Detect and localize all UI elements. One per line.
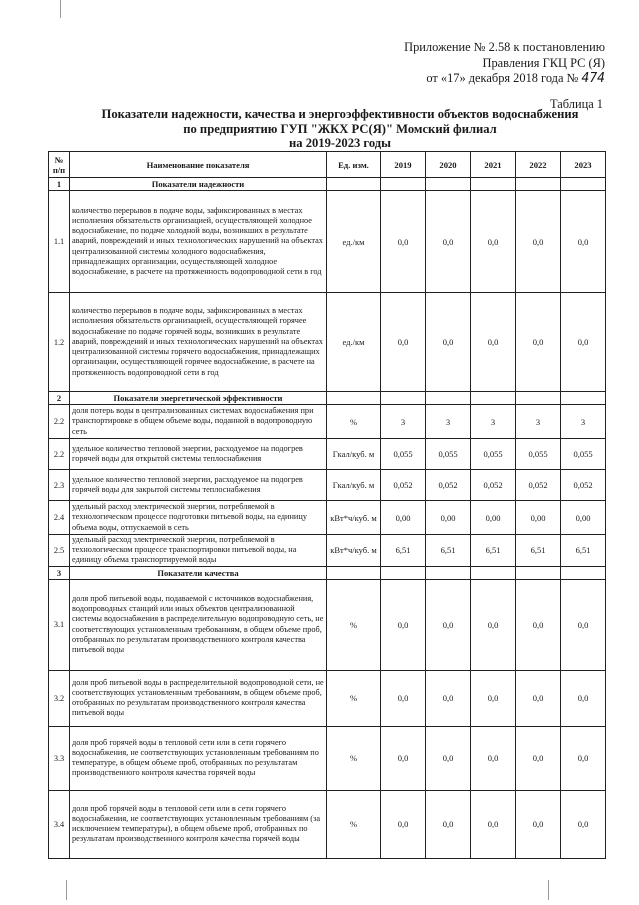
table-row: [49, 726, 606, 790]
row-number: 1.1: [49, 191, 70, 293]
value-cell: 0,0: [426, 191, 471, 293]
empty-cell: [471, 566, 516, 579]
value-cell: 0,0: [561, 726, 606, 790]
indicator-name: доля проб питьевой воды в распределительной водопроводной сети, не соответствующих установленным требованиям, в общем объеме проб, отобранных по результатам производственного контроля качества питьевой воды: [70, 670, 327, 726]
value-cell: 0,052: [516, 470, 561, 501]
scan-edge-line: [66, 880, 67, 900]
column-header-year: 2022: [516, 152, 561, 178]
column-header-year: 2023: [561, 152, 606, 178]
value-cell: 0,055: [561, 439, 606, 470]
document-title: [60, 107, 620, 151]
table-row: [49, 579, 606, 670]
value-cell: 6,51: [471, 535, 516, 567]
empty-cell: [561, 566, 606, 579]
table-row: [49, 535, 606, 567]
empty-cell: [471, 392, 516, 405]
indicator-name: доля проб питьевой воды, подаваемой с источников водоснабжения, водопроводных станций или иных объектов централизованной системы водоснабжения в распределительную водопроводную сеть, не соответствующих установленным требованиям, в общем объеме проб, отобранных по результатам производственного контроля качества питьевой воды: [70, 579, 327, 670]
row-number: 3.3: [49, 726, 70, 790]
indicator-name: доля потерь воды в централизованных системах водоснабжения при транспортировке в общем объеме воды, поданной в водопроводную сеть: [70, 405, 327, 439]
section-title: Показатели качества: [70, 566, 327, 579]
table-row: [49, 293, 606, 392]
column-header-year: 2019: [381, 152, 426, 178]
value-cell: 0,0: [381, 790, 426, 858]
value-cell: 6,51: [561, 535, 606, 567]
value-cell: 0,00: [381, 501, 426, 535]
value-cell: 0,0: [561, 790, 606, 858]
empty-cell: [381, 178, 426, 191]
value-cell: 0,0: [561, 670, 606, 726]
value-cell: 0,0: [561, 191, 606, 293]
column-header-num: № п/п: [49, 152, 70, 178]
value-cell: 0,00: [561, 501, 606, 535]
value-cell: 0,00: [516, 501, 561, 535]
row-number: 2.4: [49, 501, 70, 535]
empty-cell: [561, 178, 606, 191]
section-number: 2: [49, 392, 70, 405]
value-cell: 3: [381, 405, 426, 439]
unit-cell: %: [327, 405, 381, 439]
unit-cell: %: [327, 790, 381, 858]
value-cell: 0,0: [516, 293, 561, 392]
column-header-name: Наименование показателя: [70, 152, 327, 178]
indicator-name: доля проб горячей воды в тепловой сети или в сети горячего водоснабжения, не соответствующих установленным требованиям по температуре, в общем объеме проб, отобранных по результатам производственного контроля качества горячей воды: [70, 726, 327, 790]
unit-cell: %: [327, 579, 381, 670]
column-header-year: 2021: [471, 152, 516, 178]
empty-cell: [516, 178, 561, 191]
value-cell: 6,51: [426, 535, 471, 567]
empty-cell: [426, 566, 471, 579]
section-row: [49, 178, 606, 191]
empty-cell: [327, 178, 381, 191]
value-cell: 0,0: [426, 670, 471, 726]
section-row: [49, 392, 606, 405]
indicator-name: удельное количество тепловой энергии, расходуемое на подогрев горячей воды для закрытой системы теплоснабжения: [70, 470, 327, 501]
value-cell: 0,0: [516, 726, 561, 790]
value-cell: 0,0: [381, 579, 426, 670]
section-number: 3: [49, 566, 70, 579]
unit-cell: кВт*ч/куб. м: [327, 535, 381, 567]
value-cell: 0,0: [426, 293, 471, 392]
value-cell: 0,0: [381, 726, 426, 790]
value-cell: 0,0: [561, 579, 606, 670]
row-number: 2.2: [49, 439, 70, 470]
table-header-row: [49, 152, 606, 178]
unit-cell: ед./км: [327, 191, 381, 293]
header-line-appendix: Приложение № 2.58 к постановлению: [404, 40, 605, 54]
value-cell: 0,055: [471, 439, 516, 470]
row-number: 3.1: [49, 579, 70, 670]
unit-cell: %: [327, 670, 381, 726]
table-row: [49, 470, 606, 501]
section-row: [49, 566, 606, 579]
row-number: 2.5: [49, 535, 70, 567]
empty-cell: [426, 178, 471, 191]
value-cell: 0,0: [516, 191, 561, 293]
empty-cell: [516, 566, 561, 579]
row-number: 2.3: [49, 470, 70, 501]
value-cell: 0,055: [426, 439, 471, 470]
value-cell: 3: [561, 405, 606, 439]
header-line-date: от «17» декабря 2018 года № 474: [426, 71, 605, 86]
value-cell: 0,052: [426, 470, 471, 501]
value-cell: 0,052: [381, 470, 426, 501]
value-cell: 0,0: [516, 579, 561, 670]
indicator-name: количество перерывов в подаче воды, зафиксированных в местах исполнения обязательств организацией, осуществляющей горячее водоснабжение по подаче горячей воды, возникших в результате аварий, повреждений и иных технологических нарушений на объектах централизованной системы горячего водоснабжения, принадлежащих организации, осуществляющей горячее водоснабжение, в расчете на протяженность водопроводной сети в год: [70, 293, 327, 392]
indicator-name: количество перерывов в подаче воды, зафиксированных в местах исполнения обязательств организацией, осуществляющей холодное водоснабжение, по подаче холодной воды, возникших в результате аварий, повреждений и иных технологических нарушений на объектах централизованной системы холодного водоснабжения, принадлежащих организации, осуществляющей холодное водоснабжение, в расчете на протяженность водопроводной сети в год: [70, 191, 327, 293]
table-row: [49, 501, 606, 535]
value-cell: 0,0: [426, 790, 471, 858]
row-number: 3.2: [49, 670, 70, 726]
value-cell: 6,51: [516, 535, 561, 567]
value-cell: 3: [516, 405, 561, 439]
unit-cell: %: [327, 726, 381, 790]
value-cell: 0,0: [471, 726, 516, 790]
indicator-name: удельное количество тепловой энергии, расходуемое на подогрев горячей воды для открытой системы теплоснабжения: [70, 439, 327, 470]
empty-cell: [327, 566, 381, 579]
row-number: 3.4: [49, 790, 70, 858]
value-cell: 0,0: [471, 191, 516, 293]
indicators-table: [48, 151, 606, 859]
value-cell: 0,00: [471, 501, 516, 535]
resolution-header: [404, 40, 605, 87]
row-number: 2.2: [49, 405, 70, 439]
empty-cell: [471, 178, 516, 191]
title-line-3: на 2019-2023 годы: [289, 136, 391, 150]
scan-edge-line: [548, 880, 549, 900]
column-header-year: 2020: [426, 152, 471, 178]
table-body: [49, 178, 606, 859]
unit-cell: ед./км: [327, 293, 381, 392]
header-line-board: Правления ГКЦ РС (Я): [482, 55, 605, 70]
value-cell: 0,0: [471, 293, 516, 392]
table-row: [49, 790, 606, 858]
table-row: [49, 191, 606, 293]
empty-cell: [426, 392, 471, 405]
unit-cell: кВт*ч/куб. м: [327, 501, 381, 535]
row-number: 1.2: [49, 293, 70, 392]
unit-cell: Гкал/куб. м: [327, 439, 381, 470]
value-cell: 0,0: [471, 790, 516, 858]
value-cell: 0,052: [471, 470, 516, 501]
scan-edge-line: [60, 0, 61, 18]
empty-cell: [516, 392, 561, 405]
value-cell: 3: [471, 405, 516, 439]
value-cell: 0,00: [426, 501, 471, 535]
section-number: 1: [49, 178, 70, 191]
value-cell: 0,0: [471, 579, 516, 670]
value-cell: 0,052: [561, 470, 606, 501]
value-cell: 0,0: [426, 579, 471, 670]
section-title: Показатели энергетической эффективности: [70, 392, 327, 405]
title-line-2: по предприятию ГУП "ЖКХ РС(Я)" Момский филиал: [183, 121, 497, 136]
value-cell: 0,0: [381, 670, 426, 726]
empty-cell: [381, 392, 426, 405]
empty-cell: [327, 392, 381, 405]
value-cell: 0,0: [516, 670, 561, 726]
value-cell: 0,0: [426, 726, 471, 790]
value-cell: 0,0: [471, 670, 516, 726]
title-line-1: Показатели надежности, качества и энергоэффективности объектов водоснабжения: [101, 107, 579, 121]
value-cell: 0,055: [516, 439, 561, 470]
table-row: [49, 439, 606, 470]
table-row: [49, 405, 606, 439]
empty-cell: [561, 392, 606, 405]
unit-cell: Гкал/куб. м: [327, 470, 381, 501]
value-cell: 3: [426, 405, 471, 439]
value-cell: 6,51: [381, 535, 426, 567]
indicator-name: доля проб горячей воды в тепловой сети или в сети горячего водоснабжения, не соответствующих установленным требованиям (за исключением температуры), в общем объеме проб, отобранных по результатам производственного контроля качества горячей воды: [70, 790, 327, 858]
indicator-name: удельный расход электрической энергии, потребляемой в технологическом процессе транспортировки питьевой воды, на единицу объема транспортируемой воды: [70, 535, 327, 567]
indicator-name: удельный расход электрической энергии, потребляемой в технологическом процессе подготовки питьевой воды, на единицу объема воды, отпускаемой в сеть: [70, 501, 327, 535]
value-cell: 0,0: [516, 790, 561, 858]
value-cell: 0,055: [381, 439, 426, 470]
value-cell: 0,0: [561, 293, 606, 392]
table-row: [49, 670, 606, 726]
order-number: 474: [581, 71, 605, 86]
section-title: Показатели надежности: [70, 178, 327, 191]
value-cell: 0,0: [381, 191, 426, 293]
value-cell: 0,0: [381, 293, 426, 392]
empty-cell: [381, 566, 426, 579]
column-header-unit: Ед. изм.: [327, 152, 381, 178]
table-label: Таблица 1: [550, 97, 603, 111]
